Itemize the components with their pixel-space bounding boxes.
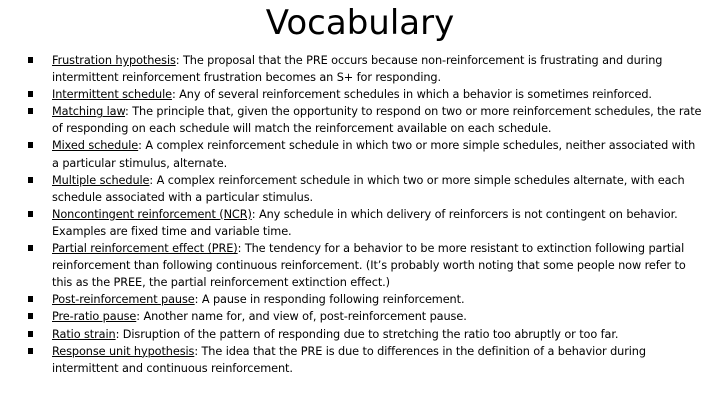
- page-title: Vocabulary: [265, 3, 455, 43]
- term: Multiple schedule: [52, 173, 150, 187]
- bullet-icon: [28, 142, 33, 148]
- vocabulary-list: [28, 52, 702, 377]
- list-item: [28, 343, 702, 377]
- bullet-icon: [28, 296, 33, 302]
- term: Matching law: [52, 105, 126, 119]
- list-item: [28, 52, 702, 86]
- bullet-icon: [28, 331, 33, 337]
- list-item: [28, 291, 702, 308]
- list-item: [28, 326, 702, 343]
- term: Ratio strain: [52, 327, 116, 341]
- definition: : A complex reinforcement schedule in which two or more simple schedules alternate, with each schedule associated with a particular stimulus.: [52, 173, 685, 204]
- definition: : A pause in responding following reinforcement.: [194, 293, 465, 307]
- bullet-icon: [28, 57, 33, 63]
- term: Partial reinforcement effect (PRE): [52, 242, 238, 256]
- list-item: [28, 172, 702, 206]
- term: Noncontingent reinforcement (NCR): [52, 207, 252, 221]
- list-item: [28, 206, 702, 240]
- definition: : The proposal that the PRE occurs because non-reinforcement is frustrating and during intermittent reinforcement frustration becomes an S+ for responding.: [52, 54, 663, 85]
- definition: : The principle that, given the opportunity to respond on two or more reinforcement schedules, the rate of responding on each schedule will match the reinforcement available on each schedule.: [52, 105, 702, 136]
- definition: : A complex reinforcement schedule in which two or more simple schedules, neither associated with a particular stimulus, alternate.: [52, 139, 696, 170]
- definition: : Another name for, and view of, post-reinforcement pause.: [136, 310, 467, 324]
- term: Mixed schedule: [52, 139, 139, 153]
- bullet-icon: [28, 348, 33, 354]
- bullet-icon: [28, 245, 33, 251]
- definition: : Disruption of the pattern of responding due to stretching the ratio too abruptly or too far.: [115, 327, 619, 341]
- term: Frustration hypothesis: [52, 54, 176, 67]
- bullet-icon: [28, 313, 33, 319]
- definition: : Any of several reinforcement schedules in which a behavior is sometimes reinforced.: [171, 88, 652, 102]
- definition: : The tendency for a behavior to be more resistant to extinction following partial reinforcement than following continuous reinforcement. (It’s probably worth noting that some people now refer to this as the PREE, the partial reinforcement extinction effect.): [52, 242, 686, 290]
- list-item: [28, 240, 702, 291]
- term: Post-reinforcement pause: [52, 293, 195, 307]
- term: Intermittent schedule: [52, 88, 172, 102]
- bullet-icon: [28, 108, 33, 114]
- term: Pre-ratio pause: [52, 310, 137, 324]
- bullet-icon: [28, 91, 33, 97]
- list-item: [28, 86, 702, 103]
- bullet-icon: [28, 177, 33, 183]
- definition: : The idea that the PRE is due to differences in the definition of a behavior during intermittent and continuous reinforcement.: [52, 344, 646, 375]
- list-item: [28, 308, 702, 325]
- list-item: [28, 137, 702, 171]
- definition: : Any schedule in which delivery of reinforcers is not contingent on behavior. Examples are fixed time and variable time.: [52, 207, 678, 238]
- bullet-icon: [28, 211, 33, 217]
- list-item: [28, 103, 702, 137]
- term: Response unit hypothesis: [52, 344, 195, 358]
